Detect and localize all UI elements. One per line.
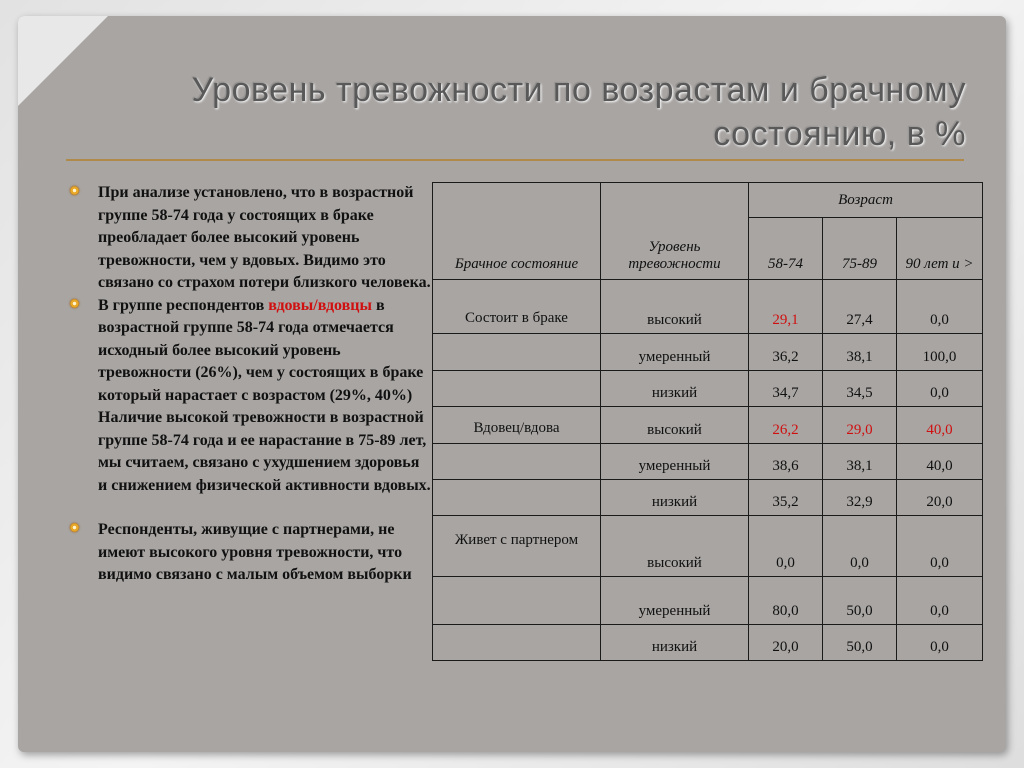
header-age-group: 90 лет и > (897, 218, 983, 280)
cell-value: 29,1 (749, 280, 823, 334)
bullet-highlight: вдовы/вдовцы (268, 296, 373, 314)
header-anxiety-level: Уровень тревожности (601, 183, 749, 280)
cell-value: 38,1 (823, 334, 897, 371)
slide (18, 16, 1006, 752)
table-row (433, 444, 983, 480)
cell-value: 32,9 (823, 480, 897, 516)
cell-value: 40,0 (897, 444, 983, 480)
cell-marital-status (433, 334, 601, 371)
table-row (433, 334, 983, 371)
cell-value: 36,2 (749, 334, 823, 371)
anxiety-table (432, 182, 983, 661)
cell-anxiety-level: низкий (601, 480, 749, 516)
cell-value: 50,0 (823, 625, 897, 661)
cell-anxiety-level: высокий (601, 407, 749, 444)
cell-value: 27,4 (823, 280, 897, 334)
cell-marital-status (433, 480, 601, 516)
bullet-marker-icon (70, 186, 79, 195)
cell-marital-status (433, 371, 601, 407)
cell-value: 0,0 (749, 516, 823, 577)
cell-marital-status: Состоит в браке (433, 280, 601, 334)
cell-anxiety-level: умеренный (601, 444, 749, 480)
bullet-marker-icon (70, 523, 79, 532)
bullet-text-before: В группе респондентов (98, 296, 269, 314)
bullet-text: При анализе установлено, что в возрастной группе 58-74 года у состоящих в браке преобладает более высокий уровень тревожности, чем у вдовых. Видимо это связано со страхом потери близкого человека. (98, 184, 431, 291)
table-row (433, 371, 983, 407)
header-marital-status: Брачное состояние (433, 183, 601, 280)
slide-title: Уровень тревожности по возрастам и брачному состоянию, в % (191, 71, 966, 153)
header-age-group: 75-89 (823, 218, 897, 280)
cell-value: 100,0 (897, 334, 983, 371)
table-row (433, 625, 983, 661)
cell-marital-status (433, 577, 601, 625)
table-row (433, 280, 983, 334)
header-age: Возраст (749, 183, 983, 218)
cell-anxiety-level: низкий (601, 371, 749, 407)
cell-value: 34,5 (823, 371, 897, 407)
cell-anxiety-level: низкий (601, 625, 749, 661)
cell-value: 29,0 (823, 407, 897, 444)
cell-marital-status (433, 625, 601, 661)
cell-anxiety-level: умеренный (601, 577, 749, 625)
bullet-text: Респонденты, живущие с партнерами, не имеют высокого уровня тревожности, что видимо связано с малым объемом выборки (98, 521, 412, 583)
cell-value: 0,0 (897, 371, 983, 407)
table-row (433, 516, 983, 577)
cell-value: 20,0 (749, 625, 823, 661)
cell-value: 38,6 (749, 444, 823, 480)
cell-value: 0,0 (897, 625, 983, 661)
cell-value: 20,0 (897, 480, 983, 516)
cell-marital-status: Вдовец/вдова (433, 407, 601, 444)
cell-value: 0,0 (897, 280, 983, 334)
table-row (433, 480, 983, 516)
cell-value: 38,1 (823, 444, 897, 480)
bullet-item (68, 182, 432, 295)
cell-value: 0,0 (897, 516, 983, 577)
cell-anxiety-level: высокий (601, 516, 749, 577)
cell-value: 80,0 (749, 577, 823, 625)
cell-anxiety-level: умеренный (601, 334, 749, 371)
bullet-marker-icon (70, 299, 79, 308)
cell-value: 50,0 (823, 577, 897, 625)
cell-value: 26,2 (749, 407, 823, 444)
bullet-text-after: в возрастной группе 58-74 года отмечается исходный более высокий уровень тревожности (26%), чем у состоящих в браке который нарастает с возрастом (29%, 40%) Наличие высокой тревожности в возрастной группе 58-74 года и ее нарастание в 75-89 лет, мы считаем, связано с ухудшением здоровья и снижением физической активности вдовых. (98, 296, 431, 494)
cell-marital-status (433, 444, 601, 480)
bullet-item (68, 519, 432, 587)
cell-value: 0,0 (897, 577, 983, 625)
cell-value: 0,0 (823, 516, 897, 577)
cell-value: 34,7 (749, 371, 823, 407)
header-age-group: 58-74 (749, 218, 823, 280)
cell-value: 40,0 (897, 407, 983, 444)
bullet-item (68, 295, 432, 498)
cell-marital-status: Живет с партнером (433, 516, 601, 577)
table-row (433, 407, 983, 444)
bullet-list (68, 182, 432, 587)
table-row (433, 577, 983, 625)
cell-value: 35,2 (749, 480, 823, 516)
title-underline (66, 159, 964, 161)
cell-anxiety-level: высокий (601, 280, 749, 334)
